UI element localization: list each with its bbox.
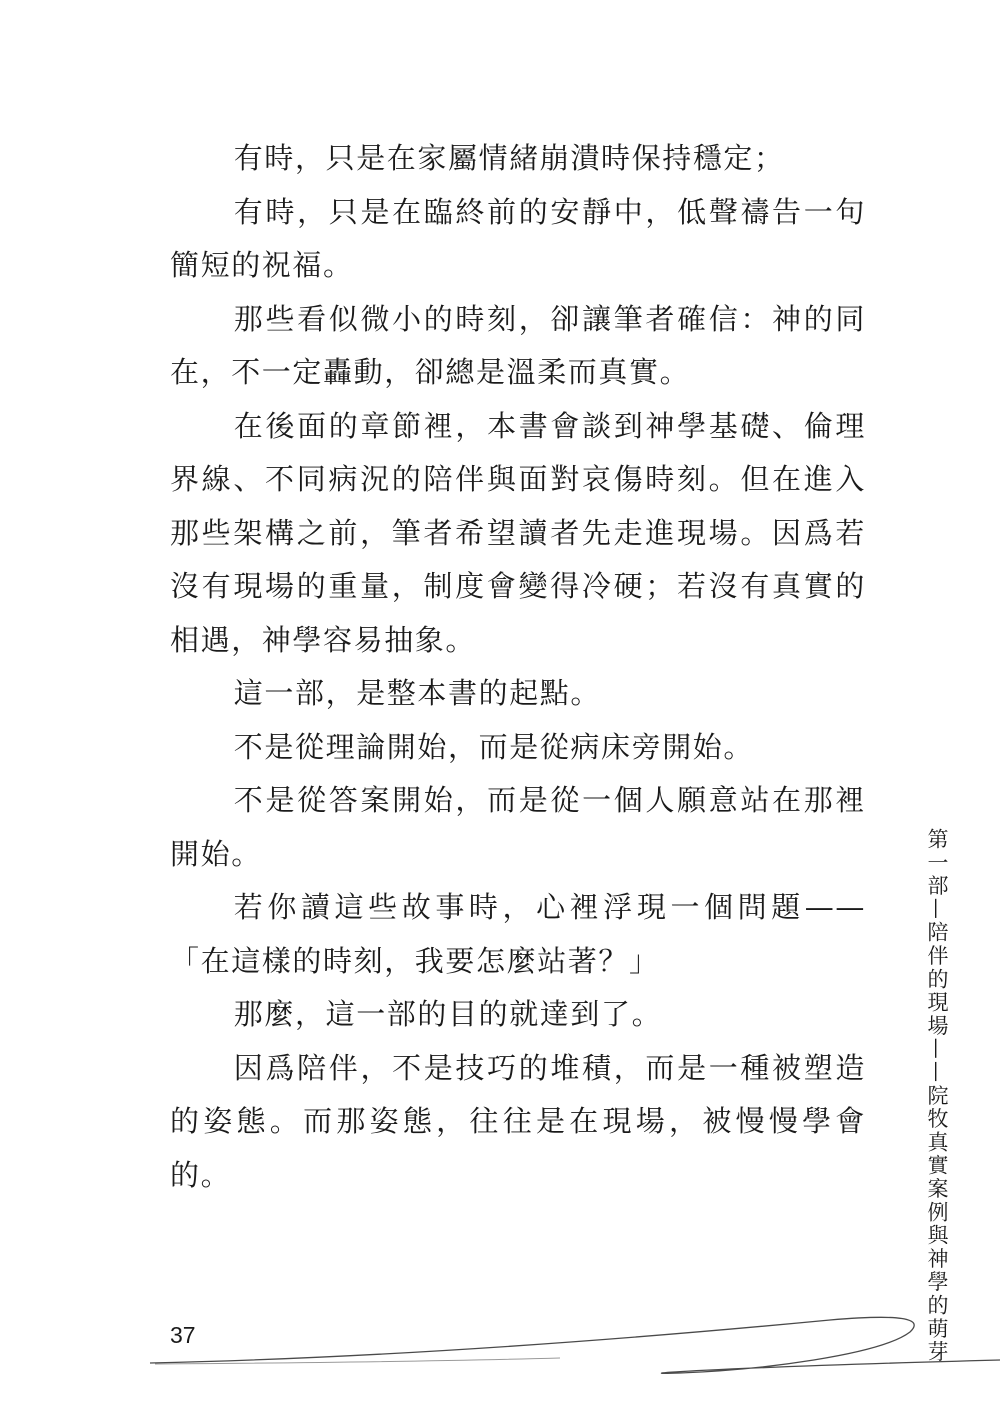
- paragraph: 那些看似微小的時刻，卻讓筆者確信：神的同在，不一定轟動，卻總是溫柔而真實。: [170, 301, 866, 389]
- paragraph: 有時，只是在家屬情緒崩潰時保持穩定；: [233, 141, 785, 175]
- main-text-block: [170, 132, 866, 1202]
- paragraph: 若你讀這些故事時，心裡浮現一個問題——「在這樣的時刻，我要怎麼站著？」: [170, 890, 866, 978]
- paragraph: 那麼，這一部的目的就達到了。: [233, 997, 663, 1031]
- paragraph: 不是從答案開始，而是從一個人願意站在那裡開始。: [170, 783, 866, 871]
- page-number: 37: [170, 1322, 196, 1348]
- paragraph: 這一部，是整本書的起點。: [233, 676, 601, 710]
- paragraph: 在後面的章節裡，本書會談到神學基礎、倫理界線、不同病況的陪伴與面對哀傷時刻。但在進入那些架構之前，筆者希望讀者先走進現場。因爲若沒有現場的重量，制度會變得冷硬；若沒有真實的相遇，神學容易抽象。: [170, 408, 866, 657]
- decorative-swoosh: [0, 1290, 1000, 1400]
- paragraph: 有時，只是在臨終前的安靜中，低聲禱告一句簡短的祝福。: [170, 194, 866, 282]
- paragraph: 不是從理論開始，而是從病床旁開始。: [233, 729, 754, 764]
- running-head: 第一部—陪伴的現場——院牧真實案例與神學的萌芽: [925, 828, 949, 1364]
- paragraph: 因爲陪伴，不是技巧的堆積，而是一種被塑造的姿態。而那姿態，往往是在現場，被慢慢學會的。: [170, 1050, 866, 1192]
